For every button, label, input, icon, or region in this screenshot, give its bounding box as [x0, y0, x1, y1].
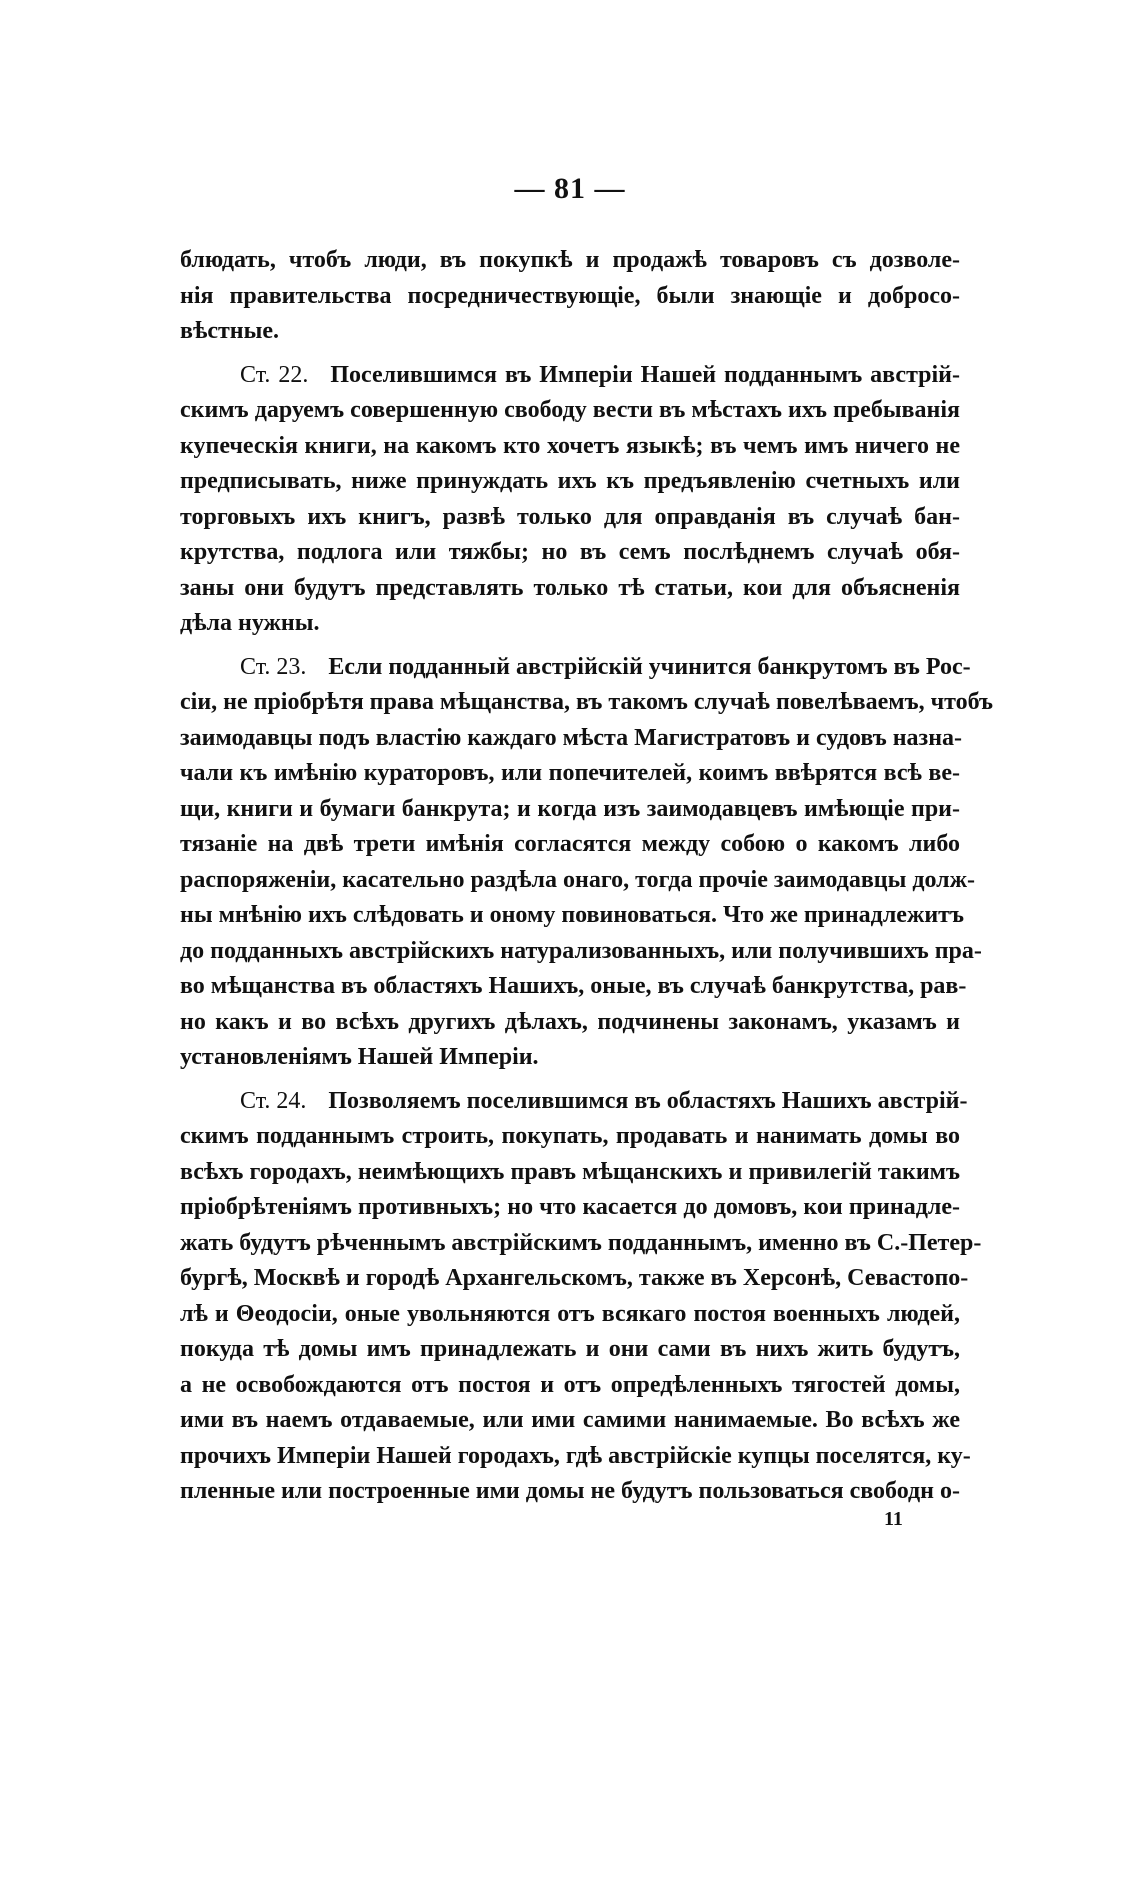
text-line: [180, 721, 963, 757]
article-paragraph: [180, 650, 994, 1076]
line-text: распоряженіи, касательно раздѣла онаго, тогда прочіе заимодавцы долж-: [180, 866, 976, 893]
text-line: [180, 535, 960, 571]
text-line: [180, 827, 960, 863]
line-text: Если подданный австрійскій учинится банкрутомъ въ Рос-: [328, 653, 971, 680]
text-line: [180, 650, 971, 686]
line-text: жать будутъ рѣченнымъ австрійскимъ подданнымъ, именно въ С.-Петер-: [180, 1229, 982, 1256]
line-text: бургѣ, Москвѣ и городѣ Архангельскомъ, также въ Херсонѣ, Севастопо-: [180, 1265, 969, 1291]
text-line: [180, 1005, 960, 1041]
line-text: всѣхъ городахъ, неимѣющихъ правъ мѣщанскихъ и привилегій такимъ: [180, 1158, 960, 1185]
text-line: [180, 358, 960, 394]
line-text: чали къ имѣнію кураторовъ, или попечителей, коимъ ввѣрятся всѣ ве-: [180, 760, 960, 786]
text-line: [180, 969, 967, 1005]
article-paragraph: [180, 1084, 982, 1510]
line-text: вѣстные.: [180, 318, 280, 344]
line-text: щи, книги и бумаги банкрута; и когда изъ заимодавцевъ имѣющіе при-: [180, 795, 960, 822]
text-line: [180, 756, 960, 792]
line-text: пріобрѣтеніямъ противныхъ; но что касается до домовъ, кои принадле-: [180, 1194, 960, 1220]
line-text: прочихъ Имперіи Нашей городахъ, гдѣ австрійскіе купцы поселятся, ку-: [180, 1442, 971, 1469]
text-line: [180, 898, 964, 934]
line-text: но какъ и во всѣхъ другихъ дѣлахъ, подчинены законамъ, указамъ и: [180, 1008, 960, 1035]
line-text: лѣ и Θеодосіи, оные увольняются отъ всякаго постоя военныхъ людей,: [180, 1300, 960, 1327]
line-text: нія правительства посредничествующіе, были знающіе и добросо-: [180, 282, 960, 309]
text-line: [180, 1084, 968, 1120]
line-text: покуда тѣ домы имъ принадлежать и они сами въ нихъ жить будутъ,: [180, 1336, 960, 1362]
line-text: тязаніе на двѣ трети имѣнія согласятся между собою о какомъ либо: [180, 831, 960, 857]
line-text: до подданныхъ австрійскихъ натурализованныхъ, или получившихъ пра-: [180, 937, 982, 964]
line-text: предписывать, ниже принуждать ихъ къ предъявленію счетныхъ или: [180, 468, 960, 494]
line-text: а не освобождаются отъ постоя и отъ опредѣленныхъ тягостей домы,: [180, 1371, 960, 1398]
line-text: ими въ наемъ отдаваемые, или ими самими нанимаемые. Во всѣхъ же: [180, 1407, 960, 1433]
line-text: заимодавцы подъ властію каждаго мѣста Магистратовъ и судовъ назна-: [180, 724, 963, 751]
continued-paragraph: [180, 243, 960, 350]
text-line: [180, 279, 960, 315]
line-text: крутства, подлога или тяжбы; но въ семъ послѣднемъ случаѣ обя-: [180, 539, 960, 565]
line-text: во мѣщанства въ областяхъ Нашихъ, оные, въ случаѣ банкрутства, рав-: [180, 973, 967, 999]
line-text: ны мнѣнію ихъ слѣдовать и оному повиноваться. Что же принадлежитъ: [180, 902, 964, 928]
text-line: [180, 1261, 969, 1297]
line-text: пленные или построенные ими домы не будутъ пользоваться свободн о-: [180, 1478, 960, 1504]
line-text: сіи, не пріобрѣтя права мѣщанства, въ такомъ случаѣ повелѣваемъ, чтобъ: [180, 689, 994, 715]
text-line: [180, 1040, 960, 1076]
document-body: [180, 243, 994, 1518]
article-number: Ст. 24.: [240, 1087, 307, 1114]
text-line: [180, 1190, 960, 1226]
line-text: скимъ даруемъ совершенную свободу вести въ мѣстахъ ихъ пребыванія: [180, 397, 960, 423]
text-line: [180, 934, 982, 970]
text-line: [180, 863, 976, 899]
article-number: Ст. 22.: [240, 361, 309, 388]
line-text: блюдать, чтобъ люди, въ покупкѣ и продажѣ товаровъ съ дозволе-: [180, 247, 960, 273]
text-line: [180, 1368, 960, 1404]
text-line: [180, 1226, 982, 1262]
text-line: [180, 1332, 960, 1368]
article-paragraph: [180, 358, 960, 642]
text-line: [180, 1474, 960, 1510]
article-number: Ст. 23.: [240, 653, 307, 680]
text-line: [180, 571, 960, 607]
line-text: заны они будутъ представлять только тѣ статьи, кои для объясненія: [180, 574, 960, 601]
text-line: [180, 1403, 960, 1439]
text-line: [180, 1119, 960, 1155]
text-line: [180, 606, 960, 642]
text-line: [180, 1155, 960, 1191]
text-line: [180, 393, 960, 429]
line-text: дѣла нужны.: [180, 610, 320, 636]
text-line: [180, 464, 960, 500]
line-text: торговыхъ ихъ книгъ, развѣ только для оправданія въ случаѣ бан-: [180, 503, 960, 530]
text-line: [180, 792, 960, 828]
line-text: установленіямъ Нашей Имперіи.: [180, 1044, 539, 1070]
text-line: [180, 243, 960, 279]
line-text: Позволяемъ поселившимся въ областяхъ Нашихъ австрій-: [328, 1087, 968, 1114]
line-text: Поселившимся въ Имперіи Нашей подданнымъ австрій-: [330, 361, 960, 388]
text-line: [180, 314, 960, 350]
signature-mark: 11: [884, 1508, 903, 1530]
line-text: скимъ подданнымъ строить, покупать, продавать и нанимать домы во: [180, 1123, 960, 1149]
text-line: [180, 500, 960, 536]
text-line: [180, 1297, 960, 1333]
text-line: [180, 1439, 971, 1475]
text-line: [180, 685, 994, 721]
page-number: — 81 —: [514, 172, 626, 205]
line-text: купеческія книги, на какомъ кто хочетъ языкѣ; въ чемъ имъ ничего не: [180, 432, 960, 459]
text-line: [180, 429, 960, 465]
